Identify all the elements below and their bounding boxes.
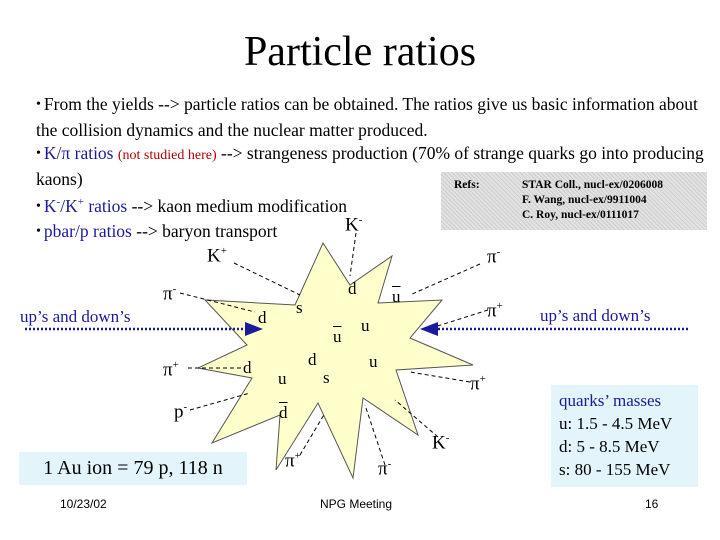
bullet-3-label: K-/K+ ratios [43, 195, 128, 216]
quark-d: d [308, 350, 317, 369]
bullet-2-note: (not studied here) [117, 148, 217, 163]
bullet-4-label: pbar/p ratios [43, 221, 132, 242]
bullet-3-text: --> kaon medium modification [131, 195, 348, 216]
ref-item: STAR Coll., nucl-ex/0206008 [522, 179, 663, 191]
bullet-icon: • [36, 146, 41, 161]
footer-date: 10/23/02 [60, 497, 107, 511]
arrow-left-icon [420, 322, 438, 336]
pion-plus-label: π+ [285, 450, 301, 472]
bullet-icon: • [36, 198, 41, 214]
mass-s: s: 80 - 155 MeV [559, 460, 671, 479]
pion-plus-label: π+ [470, 373, 486, 395]
quark-s: s [323, 368, 330, 387]
kaon-minus-label: K- [345, 214, 363, 236]
bullet-4-text: --> baryon transport [136, 221, 278, 242]
antiquark-d: $\overline{d}$ [279, 403, 288, 422]
quark-d: d [243, 358, 252, 377]
footer-title: NPG Meeting [320, 497, 393, 511]
antiproton-label: p- [174, 401, 188, 423]
bullet-icon: • [36, 97, 41, 112]
bullet-1-text: From the yields --> particle ratios can be obtained. The ratios give us basic information about the collision dynamics and the nuclear matter produced. [36, 94, 698, 140]
page-number: 16 [645, 497, 659, 511]
pion-minus-label: π- [487, 246, 501, 268]
pion-minus-label: π- [163, 283, 177, 305]
quark-u: u [361, 316, 370, 335]
bullet-icon: • [36, 224, 41, 240]
quark-d: d [348, 279, 357, 298]
pion-plus-label: π+ [163, 359, 179, 381]
kaon-minus-label: K- [432, 432, 450, 454]
bullet-2-label: K/π ratios [43, 143, 114, 163]
quark-u: u [278, 369, 287, 388]
masses-title: quarks’ masses [559, 391, 662, 410]
ref-item: F. Wang, nucl-ex/9911004 [522, 194, 647, 206]
quark-s: s [296, 298, 303, 317]
mass-d: d: 5 - 8.5 MeV [559, 437, 660, 456]
pion-minus-label: π- [378, 458, 392, 480]
antiquark-u: $\overline{u}$ [392, 287, 401, 306]
quark-d: d [258, 308, 267, 327]
antiquark-u: $\overline{u}$ [333, 327, 342, 346]
bullet-2-text: --> strangeness production (70% of strange quarks go into producing kaons) [36, 143, 704, 189]
au-ion-box: 1 Au ion = 79 p, 118 n [19, 452, 247, 485]
left-beam-label: up’s and down’s [20, 307, 131, 326]
right-beam-label: up’s and down’s [540, 306, 651, 325]
ref-item: C. Roy, nucl-ex/0111017 [522, 209, 639, 221]
mass-u: u: 1.5 - 4.5 MeV [559, 414, 673, 433]
kaon-plus-label: K+ [207, 245, 227, 267]
pion-plus-label: π+ [487, 300, 503, 322]
quark-u: u [369, 352, 378, 371]
slide-title: Particle ratios [243, 29, 477, 75]
quark-masses-box [551, 385, 698, 487]
refs-label: Refs: [454, 179, 480, 191]
